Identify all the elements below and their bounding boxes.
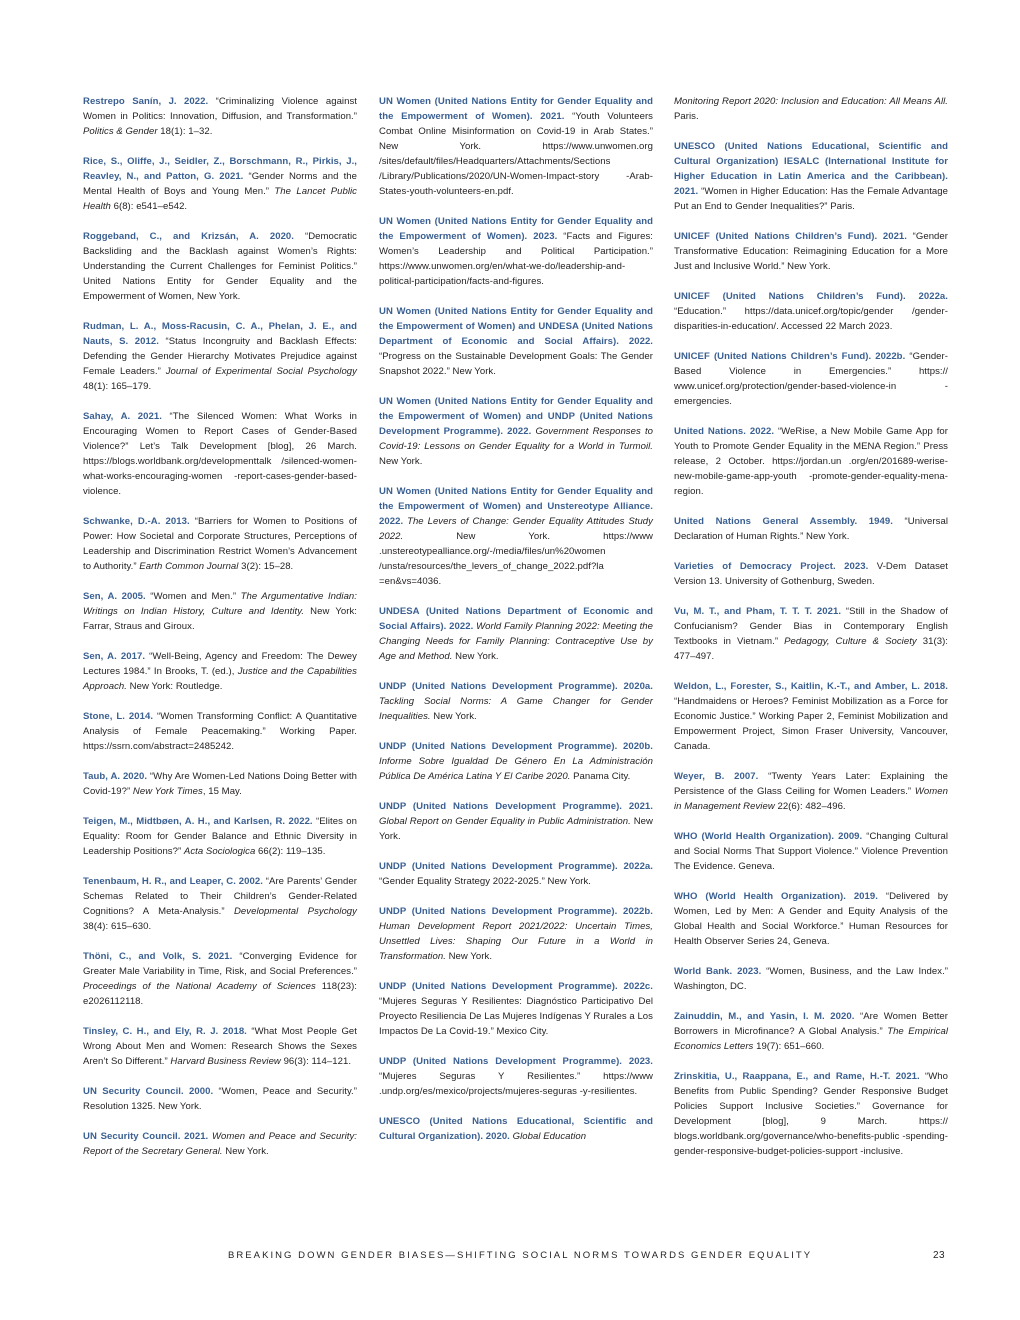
reference-column-2 xyxy=(379,94,653,1159)
reference-text: “Twenty Years Later: Explaining the Persistence of the Glass Ceiling for Women Leaders.” xyxy=(674,771,948,797)
reference-text: “WeRise, a New Mobile Game App for Youth to Promote Gender Equality in the MENA Region.” Press release, 2 October. https://jordan.un .org/en/201689-werise-new-mobile-game-app-youth -promote-gender-equality-mena-region. xyxy=(674,426,949,497)
reference-title-italic: Global Education xyxy=(512,1131,587,1142)
reference-entry xyxy=(83,949,357,1009)
reference-text: “What Most People Get Wrong About Men and Women: Research Shows the Sexes Aren’t So Different.” xyxy=(83,1026,357,1067)
reference-text: New York. xyxy=(430,711,477,722)
reference-entry xyxy=(379,304,653,379)
reference-author-year: Vu, M. T., and Pham, T. T. T. 2021. xyxy=(674,606,842,617)
reference-entry xyxy=(674,964,948,994)
reference-author-year: Stone, L. 2014. xyxy=(83,711,154,722)
reference-text: 22(6): 482–496. xyxy=(774,801,846,812)
reference-text: “Barriers for Women to Positions of Power: How Societal and Corporate Structures, Perceptions of Leadership and Discrimination Restrict Women’s Advancement to Authority.” xyxy=(83,516,357,572)
reference-author-year: UN Women (United Nations Entity for Gender Equality and the Empowerment of Women) and UNDP (United Nations Development Programme). 2022. xyxy=(379,396,653,437)
reference-title-italic: Women and Peace and Security: Report of the Secretary General. xyxy=(83,1131,357,1157)
reference-title-italic: Government Responses to Covid-19: Lessons on Gender Equality for a World in Turmoil. xyxy=(379,426,654,452)
reference-entry xyxy=(674,424,948,499)
reference-entry xyxy=(83,1084,357,1114)
reference-title-italic: The Argumentative Indian: Writings on Indian History, Culture and Identity. xyxy=(83,591,357,617)
reference-title-italic: Monitoring Report 2020: Inclusion and Education: All Means All. xyxy=(674,96,948,107)
reference-text: “Mujeres Seguras Y Resilientes.” https://www .undp.org/es/mexico/projects/mujeres-seguras -y-resilientes. xyxy=(379,1071,653,1097)
reference-text: New York. xyxy=(379,456,423,467)
reference-author-year: UNDESA (United Nations Department of Economic and Social Affairs). 2022. xyxy=(379,606,653,632)
reference-author-year: WHO (World Health Organization). 2009. xyxy=(674,831,863,842)
reference-text: New York. xyxy=(452,651,499,662)
reference-text: “Women, Peace and Security.” Resolution 1325. New York. xyxy=(83,1086,357,1112)
reference-text: “Delivered by Women, Led by Men: A Gender and Equity Analysis of the Global Health and Social Workforce.” Human Resources for Health Observer Series 24, Geneva. xyxy=(674,891,948,947)
reference-text: “Are Parents’ Gender Schemas Related to Their Children’s Gender-Related Cognitions? A Meta-Analysis.” xyxy=(83,876,357,917)
reference-author-year: Tenenbaum, H. R., and Leaper, C. 2002. xyxy=(83,876,263,887)
reference-entry xyxy=(379,679,653,724)
reference-title-italic: Global Report on Gender Equality in Public Administration. xyxy=(379,816,631,827)
reference-title-italic: Informe Sobre Igualdad De Género En La Administración Pública De América Latina Y El Caribe 2020. xyxy=(379,756,653,782)
reference-text: “Gender Norms and the Mental Health of Boys and Young Men.” xyxy=(83,171,357,197)
reference-entry xyxy=(83,874,357,934)
reference-text: “Facts and Figures: Women’s Leadership and Political Participation.” https://www.unwomen.org/en/what-we-do/leadership-and-political-participation/facts-and-figures. xyxy=(379,231,653,287)
reference-author-year: UNESCO (United Nations Educational, Scientific and Cultural Organization) IESALC (International Institute for Higher Education in Latin America and the Caribbean). 2021. xyxy=(674,141,948,197)
reference-entry xyxy=(379,799,653,844)
reference-text: 3(2): 15–28. xyxy=(238,561,294,572)
reference-text: “Women Transforming Conflict: A Quantitative Analysis of Female Peacemaking.” Working Paper. https://ssrn.com/abstract=2485242. xyxy=(83,711,357,752)
reference-author-year: UNESCO (United Nations Educational, Scientific and Cultural Organization). 2020. xyxy=(379,1116,653,1142)
reference-text: 6(8): e541–e542. xyxy=(110,201,188,212)
page-number: 23 xyxy=(933,1250,946,1261)
reference-title-italic: World Family Planning 2022: Meeting the Changing Needs for Family Planning: Contraceptive Use by Age and Method. xyxy=(379,621,653,662)
reference-author-year: UN Women (United Nations Entity for Gender Equality and the Empowerment of Women). 2023. xyxy=(379,216,653,242)
reference-author-year: Teigen, M., Midtbøen, A. H., and Karlsen, R. 2022. xyxy=(83,816,313,827)
reference-entry xyxy=(674,679,948,754)
reference-entry xyxy=(674,559,948,589)
reference-entry xyxy=(674,829,948,874)
reference-text: “Gender-Based Violence in Emergencies.” https:// www.unicef.org/protection/gender-based-violence-in -emergencies. xyxy=(674,351,948,407)
reference-entry xyxy=(83,589,357,634)
reference-text: 96(3): 114–121. xyxy=(280,1056,352,1067)
reference-text: 118(23): e2026112118. xyxy=(83,981,357,1007)
reference-author-year: UNICEF (United Nations Children’s Fund). 2022b. xyxy=(674,351,906,362)
reference-author-year: UN Women (United Nations Entity for Gender Equality and the Empowerment of Women) and UNDESA (United Nations Department of Economic and Social Affairs). 2022. xyxy=(379,306,653,347)
reference-text: “Women and Men.” xyxy=(145,591,241,602)
reference-author-year: Thöni, C., and Volk, S. 2021. xyxy=(83,951,233,962)
reference-title-italic: The Empirical Economics Letters xyxy=(674,1026,948,1052)
reference-author-year: Zrinskitia, U., Raappana, E., and Rame, H.-T. 2021. xyxy=(674,1071,920,1082)
reference-text: “Women, Business, and the Law Index.” Washington, DC. xyxy=(674,966,949,992)
reference-author-year: Varieties of Democracy Project. 2023. xyxy=(674,561,869,572)
reference-author-year: Roggeband, C., and Krizsán, A. 2020. xyxy=(83,231,294,242)
reference-text: 38(4): 615–630. xyxy=(83,921,152,932)
reference-author-year: United Nations. 2022. xyxy=(674,426,775,437)
reference-text: , 15 May. xyxy=(202,786,242,797)
reference-entry xyxy=(674,514,948,544)
reference-author-year: Rice, S., Oliffe, J., Seidler, Z., Borschmann, R., Pirkis, J., Reavley, N., and Patton, G. 2021. xyxy=(83,156,357,182)
reference-text: “Youth Volunteers Combat Online Misinformation on Covid-19 in Arab States.” New York. https://www.unwomen.org /sites/default/files/Headquarters/Attachments/Sections /Library/Publications/2020/UN-Women-Impact-story -Arab-States-youth-volunteers-en.pdf. xyxy=(379,111,654,197)
reference-text: “Education.” https://data.unicef.org/topic/gender /gender-disparities-in-education/. Accessed 22 March 2023. xyxy=(674,306,948,332)
reference-text: New York: Farrar, Straus and Giroux. xyxy=(83,606,357,632)
reference-column-3 xyxy=(674,94,948,1174)
reference-author-year: UNDP (United Nations Development Programme). 2020b. xyxy=(379,741,653,752)
reference-author-year: Schwanke, D.-A. 2013. xyxy=(83,516,190,527)
reference-text: New York. xyxy=(379,816,653,842)
reference-author-year: UNICEF (United Nations Children’s Fund). 2022a. xyxy=(674,291,948,302)
reference-entry xyxy=(674,769,948,814)
reference-text: 31(3): 477–497. xyxy=(674,636,948,662)
reference-author-year: World Bank. 2023. xyxy=(674,966,762,977)
reference-entry xyxy=(379,904,653,964)
reference-entry xyxy=(379,394,653,469)
reference-title-italic: Journal of Experimental Social Psychology xyxy=(165,366,357,377)
reference-entry xyxy=(83,649,357,694)
reference-author-year: Rudman, L. A., Moss-Racusin, C. A., Phelan, J. E., and Nauts, S. 2012. xyxy=(83,321,357,347)
reference-text: 66(2): 119–135. xyxy=(255,846,326,857)
reference-entry xyxy=(83,814,357,859)
reference-entry xyxy=(83,709,357,754)
reference-entry xyxy=(674,889,948,949)
reference-text: “Status Incongruity and Backlash Effects: Defending the Gender Hierarchy Motivates Prejudice against Female Leaders.” xyxy=(83,336,357,377)
reference-text: “Mujeres Seguras Y Resilientes: Diagnóstico Participativo Del Proyecto Resiliencia De Las Mujeres Indígenas Y Rurales a Los Impactos De La Covid-19.” Mexico City. xyxy=(379,996,653,1037)
reference-text: “Well-Being, Agency and Freedom: The Dewey Lectures 1984.” In Brooks, T. (ed.), xyxy=(83,651,357,677)
reference-entry xyxy=(674,289,948,334)
reference-author-year: UNDP (United Nations Development Programme). 2020a. xyxy=(379,681,653,692)
running-footer-title: BREAKING DOWN GENDER BIASES—SHIFTING SOCIAL NORMS TOWARDS GENDER EQUALITY xyxy=(228,1250,813,1261)
reference-author-year: Zainuddin, M., and Yasin, I. M. 2020. xyxy=(674,1011,855,1022)
reference-text: V-Dem Dataset Version 13. University of Gothenburg, Sweden. xyxy=(674,561,948,587)
reference-text: “Gender Equality Strategy 2022-2025.” New York. xyxy=(379,876,591,887)
reference-title-italic: Harvard Business Review xyxy=(170,1056,281,1067)
reference-author-year: Restrepo Sanín, J. 2022. xyxy=(83,96,209,107)
reference-text: New York. xyxy=(222,1146,269,1157)
reference-author-year: UNDP (United Nations Development Programme). 2022b. xyxy=(379,906,653,917)
reference-author-year: UNDP (United Nations Development Programme). 2022c. xyxy=(379,981,653,992)
reference-text: “Elites on Equality: Room for Gender Balance and Ethnic Diversity in Leadership Positions?” xyxy=(83,816,357,857)
reference-author-year: Sahay, A. 2021. xyxy=(83,411,162,422)
reference-entry xyxy=(83,1129,357,1159)
reference-text: “Criminalizing Violence against Women in Politics: Innovation, Diffusion, and Transformation.” xyxy=(83,96,357,122)
reference-text: “Gender Transformative Education: Reimagining Education for a More Just and Inclusive World.” New York. xyxy=(674,231,949,272)
reference-entry xyxy=(379,1114,653,1144)
reference-entry xyxy=(674,229,948,274)
reference-entry xyxy=(674,604,948,664)
reference-title-italic: Women in Management Review xyxy=(674,786,948,812)
reference-title-italic: Human Development Report 2021/2022: Uncertain Times, Unsettled Lives: Shaping Our Future in a World in Transformation. xyxy=(379,921,653,962)
reference-entry xyxy=(379,739,653,784)
reference-entry xyxy=(674,1069,948,1159)
reference-author-year: Weldon, L., Forester, S., Kaitlin, K.-T., and Amber, L. 2018. xyxy=(674,681,948,692)
reference-text: “Women in Higher Education: Has the Female Advantage Put an End to Gender Inequalities?” Paris. xyxy=(674,186,948,212)
reference-title-italic: Acta Sociologica xyxy=(183,846,256,857)
reference-text: 48(1): 165–179. xyxy=(83,381,152,392)
reference-entry xyxy=(674,1009,948,1054)
reference-author-year: WHO (World Health Organization). 2019. xyxy=(674,891,878,902)
reference-entry xyxy=(83,514,357,574)
reference-author-year: UNDP (United Nations Development Programme). 2022a. xyxy=(379,861,653,872)
reference-title-italic: New York Times xyxy=(132,786,203,797)
reference-entry xyxy=(379,604,653,664)
reference-entry xyxy=(83,94,357,139)
reference-entry xyxy=(83,319,357,394)
reference-title-italic: Pedagogy, Culture & Society xyxy=(784,636,917,647)
reference-text: “The Silenced Women: What Works in Encouraging Women to Report Cases of Gender-Based Violence?” Let’s Talk Development [blog], 26 March. https://blogs.worldbank.org/developmenttalk /silenced-women-what-works-encouraging-women -report-cases-gender-based-violence. xyxy=(83,411,357,497)
reference-title-italic: Proceedings of the National Academy of Sciences xyxy=(83,981,316,992)
reference-title-italic: Tackling Social Norms: A Game Changer for Gender Inequalities. xyxy=(379,696,653,722)
reference-author-year: Sen, A. 2005. xyxy=(83,591,146,602)
reference-entry xyxy=(379,1054,653,1099)
reference-author-year: Weyer, B. 2007. xyxy=(674,771,759,782)
reference-entry xyxy=(379,484,653,589)
reference-author-year: UN Women (United Nations Entity for Gender Equality and the Empowerment of Women) and Unstereotype Alliance. 2022. xyxy=(379,486,653,527)
reference-author-year: UNDP (United Nations Development Programme). 2023. xyxy=(379,1056,653,1067)
reference-column-1 xyxy=(83,94,357,1174)
reference-text: “Progress on the Sustainable Development Goals: The Gender Snapshot 2022.” New York. xyxy=(379,351,653,377)
reference-author-year: Tinsley, C. H., and Ely, R. J. 2018. xyxy=(83,1026,247,1037)
reference-text: “Handmaidens or Heroes? Feminist Mobilization as a Force for Economic Justice.” Working Paper 2, Feminist Mobilization and Empowerment Project, Simon Fraser University, Vancouver, Canada. xyxy=(674,696,948,752)
reference-text: “Changing Cultural and Social Norms That Support Violence.” Violence Prevention The Evidence. Geneva. xyxy=(674,831,949,872)
reference-title-italic: Earth Common Journal xyxy=(139,561,239,572)
reference-text: Panama City. xyxy=(570,771,631,782)
reference-text: “Who Benefits from Public Spending? Gender Responsive Budget Policies Support Inclusive Societies.” Governance for Development [blog], 9 March. https:// blogs.worldbank.org/governance/who-benefits-public -spending-gender-responsive-budget-policies-support -inclusive. xyxy=(674,1071,948,1157)
reference-text: New York: Routledge. xyxy=(126,681,223,692)
reference-title-italic: The Lancet Public Health xyxy=(83,186,357,212)
reference-entry xyxy=(379,214,653,289)
reference-entry xyxy=(379,859,653,889)
reference-title-italic: Developmental Psychology xyxy=(233,906,357,917)
reference-author-year: UN Security Council. 2021. xyxy=(83,1131,209,1142)
reference-entry xyxy=(83,409,357,499)
reference-title-italic: The Levers of Change: Gender Equality Attitudes Study 2022. xyxy=(379,516,653,542)
reference-text: “Democratic Backsliding and the Backlash against Women’s Rights: Understanding the Current Challenges for Feminist Politics.” United Nations Entity for Gender Equality and the Empowerment of Women, New York. xyxy=(83,231,357,302)
reference-author-year: United Nations General Assembly. 1949. xyxy=(674,516,893,527)
reference-text: “Universal Declaration of Human Rights.” New York. xyxy=(674,516,948,542)
reference-entry xyxy=(379,94,653,199)
reference-text: 19(7): 651–660. xyxy=(753,1041,825,1052)
reference-title-italic: Justice and the Capabilities Approach. xyxy=(83,666,357,692)
reference-text: 18(1): 1–32. xyxy=(157,126,213,137)
reference-text: “Converging Evidence for Greater Male Variability in Time, Risk, and Social Preferences.” xyxy=(83,951,357,977)
reference-author-year: UN Security Council. 2000. xyxy=(83,1086,214,1097)
reference-author-year: UNDP (United Nations Development Programme). 2021. xyxy=(379,801,653,812)
reference-entry xyxy=(674,139,948,214)
reference-title-italic: Politics & Gender xyxy=(83,126,158,137)
reference-author-year: Sen, A. 2017. xyxy=(83,651,146,662)
reference-entry xyxy=(83,1024,357,1069)
reference-entry xyxy=(83,769,357,799)
reference-text: “Why Are Women-Led Nations Doing Better with Covid-19?” xyxy=(83,771,357,797)
reference-author-year: UNICEF (United Nations Children’s Fund). 2021. xyxy=(674,231,907,242)
reference-entry xyxy=(674,349,948,409)
reference-entry xyxy=(83,154,357,214)
reference-text: “Still in the Shadow of Confucianism? Gender Bias in Contemporary English Textbooks in Vietnam.” xyxy=(674,606,948,647)
reference-author-year: UN Women (United Nations Entity for Gender Equality and the Empowerment of Women). 2021. xyxy=(379,96,653,122)
reference-text: Paris. xyxy=(674,111,699,122)
reference-text: “Are Women Better Borrowers in Microfinance? A Global Analysis.” xyxy=(674,1011,948,1037)
reference-entry xyxy=(674,94,948,124)
reference-entry xyxy=(83,229,357,304)
reference-entry xyxy=(379,979,653,1039)
reference-text: New York. xyxy=(445,951,493,962)
reference-text: New York. https://www .unstereotypealliance.org/-/media/files/un%20women /unsta/resources/the_levers_of_change_2022.pdf?la =en&vs=4036. xyxy=(379,531,653,587)
reference-author-year: Taub, A. 2020. xyxy=(83,771,148,782)
